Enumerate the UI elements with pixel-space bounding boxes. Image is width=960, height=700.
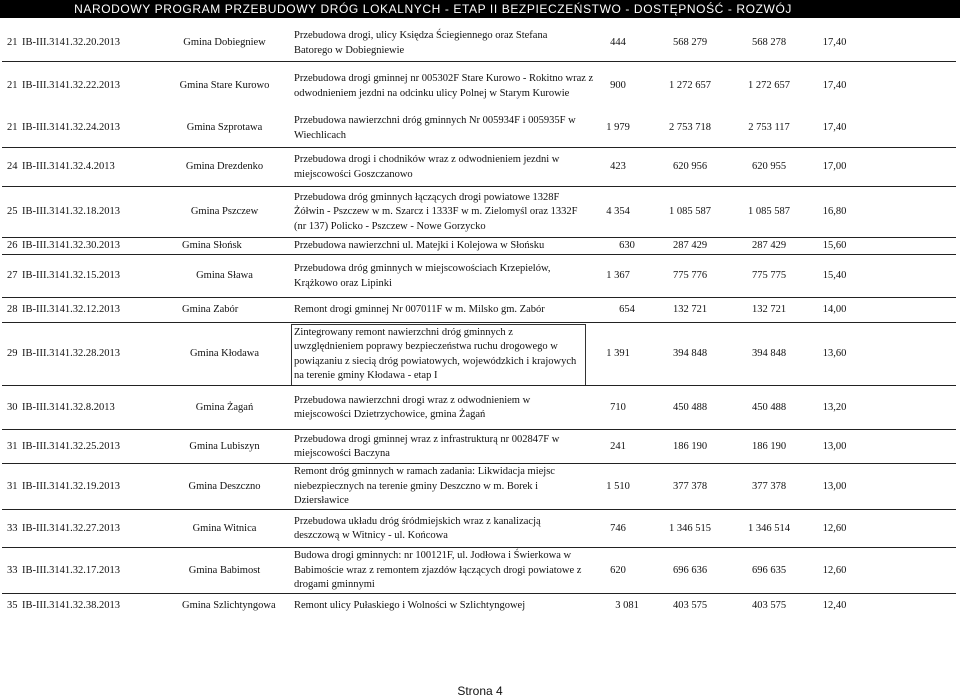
task-title-cell <box>294 187 586 238</box>
total-cost-cell <box>657 386 723 430</box>
subsidy-amount-cell <box>734 187 804 238</box>
task-title: Przebudowa dróg gminnych łączących drogi powiatowe 1328F Żółwin - Pszczew w m. Szarcz i 1333F w m. Zielomyśl oraz 1332F (nr 137) Policko - Pszczew - Nowe Gorzycko <box>294 191 578 232</box>
case-code: IB-III.3141.32.15.2013 <box>22 270 120 282</box>
municipality: Gmina Szlichtyngowa <box>182 599 276 611</box>
total-cost-cell <box>657 510 723 548</box>
subsidy-amount: 696 635 <box>751 564 787 576</box>
table-row <box>2 61 956 111</box>
municipality-cell <box>162 255 287 298</box>
road-length-cell <box>587 148 649 187</box>
case-code: IB-III.3141.32.24.2013 <box>22 122 120 134</box>
subsidy-amount: 2 753 117 <box>748 122 790 134</box>
road-length-cell <box>587 255 649 298</box>
page-number: Strona 4 <box>457 684 503 698</box>
total-cost-cell <box>657 548 723 594</box>
road-length-cell <box>587 62 649 111</box>
case-code: IB-III.3141.32.4.2013 <box>22 161 115 173</box>
task-title: Przebudowa drogi gminnej wraz z infrastrukturą nr 002847F w miejscowości Baczyna <box>294 433 560 459</box>
points-cell <box>812 386 857 430</box>
points-cell <box>812 26 857 61</box>
road-length: 710 <box>610 401 626 413</box>
case-code: IB-III.3141.32.28.2013 <box>22 348 120 360</box>
table-row <box>2 385 956 430</box>
municipality-cell <box>182 238 287 255</box>
total-cost: 394 848 <box>672 348 708 360</box>
total-cost: 568 279 <box>672 37 708 49</box>
subsidy-amount-cell <box>734 148 804 187</box>
points: 16,80 <box>822 206 847 218</box>
subsidy-amount-cell <box>734 62 804 111</box>
subsidy-amount: 1 085 587 <box>748 206 790 218</box>
task-title: Przebudowa drogi gminnej nr 005302F Stare Kurowo - Rokitno wraz z odwodnieniem jezdni na odcinku ulicy Polnej w Starym Kurowie <box>294 73 594 99</box>
task-title: Remont ulicy Pułaskiego i Wolności w Szlichtyngowej <box>294 599 526 611</box>
road-length: 444 <box>610 37 626 49</box>
points: 17,40 <box>822 80 847 92</box>
points-cell <box>812 594 857 618</box>
table-row <box>2 509 956 548</box>
points: 13,00 <box>822 440 847 452</box>
task-title-cell <box>294 26 586 61</box>
points: 17,40 <box>822 37 847 49</box>
task-title-cell <box>294 148 586 187</box>
row-number: 29 <box>7 348 18 360</box>
municipality-cell <box>162 187 287 238</box>
subsidy-amount-cell <box>734 594 804 618</box>
table-row <box>2 463 956 510</box>
points: 13,00 <box>822 480 847 492</box>
municipality-cell <box>182 594 287 618</box>
task-title: Budowa drogi gminnych: nr 100121F, ul. Jodłowa i Świerkowa w Babimoście wraz z remontem zjazdów łączących drogi powiatowe z drogami gminnymi <box>294 550 582 591</box>
case-code: IB-III.3141.32.12.2013 <box>22 304 120 316</box>
road-length-cell <box>587 26 649 61</box>
task-title: Remont drogi gminnej Nr 007011F w m. Milsko gm. Zabór <box>294 304 545 316</box>
task-title: Zintegrowany remont nawierzchni dróg gminnych z uwzględnieniem poprawy bezpieczeństwa ruchu drogowego w powiązaniu z siecią dróg powiatowych, wojewódzkich i krajowych na terenie gminy Kłodawa - etap I <box>291 324 586 386</box>
subsidy-amount-cell <box>734 464 804 510</box>
points: 14,00 <box>822 304 847 316</box>
case-code: IB-III.3141.32.8.2013 <box>22 401 115 413</box>
case-code-cell <box>22 594 162 618</box>
municipality: Gmina Drezdenko <box>185 161 264 173</box>
total-cost: 620 956 <box>672 161 708 173</box>
total-cost-cell <box>657 430 723 464</box>
case-code-cell <box>22 238 162 255</box>
road-length: 630 <box>619 240 635 252</box>
municipality-cell <box>162 148 287 187</box>
total-cost-cell <box>657 594 723 618</box>
task-title-cell <box>294 594 604 618</box>
subsidy-amount-cell <box>734 110 804 147</box>
table-row <box>2 110 956 147</box>
points: 17,00 <box>822 161 847 173</box>
municipality-cell <box>162 510 287 548</box>
road-length: 900 <box>610 80 626 92</box>
subsidy-amount: 568 278 <box>751 37 787 49</box>
points-cell <box>812 464 857 510</box>
row-number: 33 <box>7 564 18 576</box>
case-code: IB-III.3141.32.18.2013 <box>22 206 120 218</box>
task-title: Remont dróg gminnych w ramach zadania: Likwidacja miejsc niebezpiecznych na terenie gminy Deszczno w m. Borek i Dziersławice <box>294 466 555 507</box>
road-length-cell <box>587 464 649 510</box>
municipality-cell <box>162 323 287 386</box>
points-cell <box>812 548 857 594</box>
row-number: 30 <box>7 401 18 413</box>
subsidy-amount-cell <box>734 298 804 323</box>
road-length-cell <box>587 110 649 147</box>
road-length-cell <box>587 430 649 464</box>
road-length-cell <box>602 594 652 618</box>
case-code-cell <box>22 62 162 111</box>
road-length: 3 081 <box>615 599 639 611</box>
row-number: 21 <box>7 80 18 92</box>
subsidy-amount-cell <box>734 26 804 61</box>
total-cost: 186 190 <box>672 440 708 452</box>
case-code-cell <box>22 187 162 238</box>
task-title-cell <box>294 255 586 298</box>
municipality: Gmina Witnica <box>192 522 257 534</box>
total-cost-cell <box>657 62 723 111</box>
total-cost: 2 753 718 <box>669 122 711 134</box>
table-row <box>2 547 956 594</box>
points-cell <box>812 110 857 147</box>
task-title: Przebudowa drogi, ulicy Księdza Ściegiennego oraz Stefana Batorego w Dobiegniewie <box>294 30 548 56</box>
subsidy-amount: 775 775 <box>751 270 787 282</box>
row-number: 33 <box>7 522 18 534</box>
road-length: 4 354 <box>606 206 630 218</box>
case-code: IB-III.3141.32.25.2013 <box>22 440 120 452</box>
total-cost-cell <box>657 323 723 386</box>
row-number: 27 <box>7 270 18 282</box>
total-cost-cell <box>657 238 723 255</box>
points-cell <box>812 187 857 238</box>
subsidy-amount-cell <box>734 548 804 594</box>
points-cell <box>812 238 857 255</box>
subsidy-amount: 394 848 <box>751 348 787 360</box>
municipality: Gmina Pszczew <box>190 206 259 218</box>
road-length: 746 <box>610 522 626 534</box>
total-cost: 287 429 <box>672 240 708 252</box>
case-code-cell <box>22 548 162 594</box>
subsidy-amount-cell <box>734 323 804 386</box>
points: 17,40 <box>822 122 847 134</box>
subsidy-amount: 1 346 514 <box>748 522 790 534</box>
subsidy-amount-cell <box>734 510 804 548</box>
municipality: Gmina Zabór <box>182 304 239 316</box>
subsidy-amount-cell <box>734 430 804 464</box>
table-row <box>2 297 956 323</box>
municipality: Gmina Szprotawa <box>186 122 263 134</box>
total-cost: 1 085 587 <box>669 206 711 218</box>
total-cost: 403 575 <box>672 599 708 611</box>
points: 15,60 <box>822 240 847 252</box>
municipality: Gmina Stare Kurowo <box>179 80 270 92</box>
task-title-cell <box>294 298 604 323</box>
road-length: 1 979 <box>606 122 630 134</box>
case-code-cell <box>22 148 162 187</box>
table-row <box>2 147 956 187</box>
row-number: 28 <box>7 304 18 316</box>
case-code-cell <box>22 255 162 298</box>
subsidy-amount: 132 721 <box>751 304 787 316</box>
municipality: Gmina Lubiszyn <box>189 440 260 452</box>
total-cost: 132 721 <box>672 304 708 316</box>
points-cell <box>812 255 857 298</box>
municipality: Gmina Żagań <box>195 401 254 413</box>
case-code-cell <box>22 26 162 61</box>
subsidy-amount: 450 488 <box>751 401 787 413</box>
municipality-cell <box>162 62 287 111</box>
case-code-cell <box>22 298 162 323</box>
program-banner: NARODOWY PROGRAM PRZEBUDOWY DRÓG LOKALNYCH - ETAP II BEZPIECZEŃSTWO - DOSTĘPNOŚĆ - ROZWÓJ <box>0 0 960 18</box>
subsidy-amount-cell <box>734 238 804 255</box>
municipality-cell <box>162 386 287 430</box>
points-cell <box>812 62 857 111</box>
points-cell <box>812 510 857 548</box>
points-cell <box>812 148 857 187</box>
case-code: IB-III.3141.32.20.2013 <box>22 37 120 49</box>
case-code: IB-III.3141.32.22.2013 <box>22 80 120 92</box>
subsidy-amount-cell <box>734 255 804 298</box>
road-length-cell <box>587 187 649 238</box>
road-length: 1 367 <box>606 270 630 282</box>
table-row <box>2 237 956 255</box>
points: 13,60 <box>822 348 847 360</box>
road-length-cell <box>587 548 649 594</box>
subsidy-amount: 186 190 <box>751 440 787 452</box>
municipality-cell <box>162 110 287 147</box>
subsidy-amount-cell <box>734 386 804 430</box>
task-title: Przebudowa nawierzchni dróg gminnych Nr 005934F i 005935F w Wiechlicach <box>294 115 576 141</box>
case-code-cell <box>22 464 162 510</box>
municipality-cell <box>162 430 287 464</box>
case-code: IB-III.3141.32.30.2013 <box>22 240 120 252</box>
road-length-cell <box>587 386 649 430</box>
task-title-cell <box>294 430 586 464</box>
total-cost-cell <box>657 110 723 147</box>
total-cost: 775 776 <box>672 270 708 282</box>
table-row <box>2 254 956 298</box>
points: 12,60 <box>822 522 847 534</box>
total-cost: 1 346 515 <box>669 522 711 534</box>
task-title-cell <box>294 464 586 510</box>
total-cost-cell <box>657 298 723 323</box>
task-title-cell <box>294 62 594 111</box>
row-number: 21 <box>7 37 18 49</box>
task-title-cell <box>294 110 586 147</box>
case-code-cell <box>22 510 162 548</box>
points: 12,40 <box>822 599 847 611</box>
total-cost-cell <box>657 187 723 238</box>
points-cell <box>812 430 857 464</box>
points: 12,60 <box>822 564 847 576</box>
task-title: Przebudowa nawierzchni drogi wraz z odwodnieniem w miejscowości Dzietrzychowice, gmina Żagań <box>294 394 531 420</box>
road-length-cell <box>587 510 649 548</box>
case-code: IB-III.3141.32.19.2013 <box>22 480 120 492</box>
task-title: Przebudowa dróg gminnych w miejscowościach Krzepielów, Krążkowo oraz Lipinki <box>294 263 551 289</box>
municipality: Gmina Babimost <box>188 564 261 576</box>
task-title: Przebudowa układu dróg śródmiejskich wraz z kanalizacją deszczową w Witnicy - ul. Końcowa <box>294 515 541 541</box>
row-number: 26 <box>7 240 18 252</box>
road-length: 1 391 <box>606 348 630 360</box>
row-number: 31 <box>7 440 18 452</box>
case-code-cell <box>22 110 162 147</box>
total-cost-cell <box>657 148 723 187</box>
total-cost-cell <box>657 255 723 298</box>
row-number: 24 <box>7 161 18 173</box>
task-title-cell <box>294 510 586 548</box>
case-code: IB-III.3141.32.17.2013 <box>22 564 120 576</box>
total-cost: 696 636 <box>672 564 708 576</box>
case-code: IB-III.3141.32.38.2013 <box>22 599 120 611</box>
municipality: Gmina Dobiegniew <box>183 37 266 49</box>
points-cell <box>812 298 857 323</box>
road-length-cell <box>602 298 652 323</box>
case-code-cell <box>22 386 162 430</box>
road-length: 654 <box>619 304 635 316</box>
municipality-cell <box>162 464 287 510</box>
task-title: Przebudowa drogi i chodników wraz z odwodnieniem jezdni w miejscowości Goszczanowo <box>294 154 560 180</box>
municipality-cell <box>182 298 287 323</box>
subsidy-amount: 377 378 <box>751 480 787 492</box>
total-cost-cell <box>657 26 723 61</box>
table-row <box>2 322 956 386</box>
road-length: 1 510 <box>606 480 630 492</box>
subsidy-amount: 1 272 657 <box>748 80 790 92</box>
road-length: 241 <box>610 440 626 452</box>
road-length: 620 <box>610 564 626 576</box>
case-code-cell <box>22 323 162 386</box>
municipality: Gmina Deszczno <box>188 480 261 492</box>
total-cost: 1 272 657 <box>669 80 711 92</box>
table-row <box>2 186 956 238</box>
points: 13,20 <box>822 401 847 413</box>
road-length: 423 <box>610 161 626 173</box>
row-number: 35 <box>7 599 18 611</box>
row-number: 21 <box>7 122 18 134</box>
total-cost: 377 378 <box>672 480 708 492</box>
municipality: Gmina Słońsk <box>182 240 242 252</box>
task-title-cell <box>294 386 586 430</box>
case-code-cell <box>22 430 162 464</box>
municipality-cell <box>162 26 287 61</box>
points: 15,40 <box>822 270 847 282</box>
table-row <box>2 593 956 618</box>
municipality-cell <box>162 548 287 594</box>
municipality: Gmina Kłodawa <box>189 348 260 360</box>
subsidy-amount: 287 429 <box>751 240 787 252</box>
case-code: IB-III.3141.32.27.2013 <box>22 522 120 534</box>
row-number: 25 <box>7 206 18 218</box>
municipality: Gmina Sława <box>196 270 253 282</box>
task-title-cell <box>294 323 586 386</box>
subsidy-amount: 403 575 <box>751 599 787 611</box>
task-title-cell <box>294 238 604 255</box>
table-row <box>2 26 956 61</box>
table-row <box>2 429 956 464</box>
task-title: Przebudowa nawierzchni ul. Matejki i Kolejowa w Słońsku <box>294 240 545 252</box>
road-length-cell <box>602 238 652 255</box>
total-cost: 450 488 <box>672 401 708 413</box>
road-length-cell <box>587 323 649 386</box>
task-title-cell <box>294 548 586 594</box>
row-number: 31 <box>7 480 18 492</box>
total-cost-cell <box>657 464 723 510</box>
points-cell <box>812 323 857 386</box>
subsidy-amount: 620 955 <box>751 161 787 173</box>
